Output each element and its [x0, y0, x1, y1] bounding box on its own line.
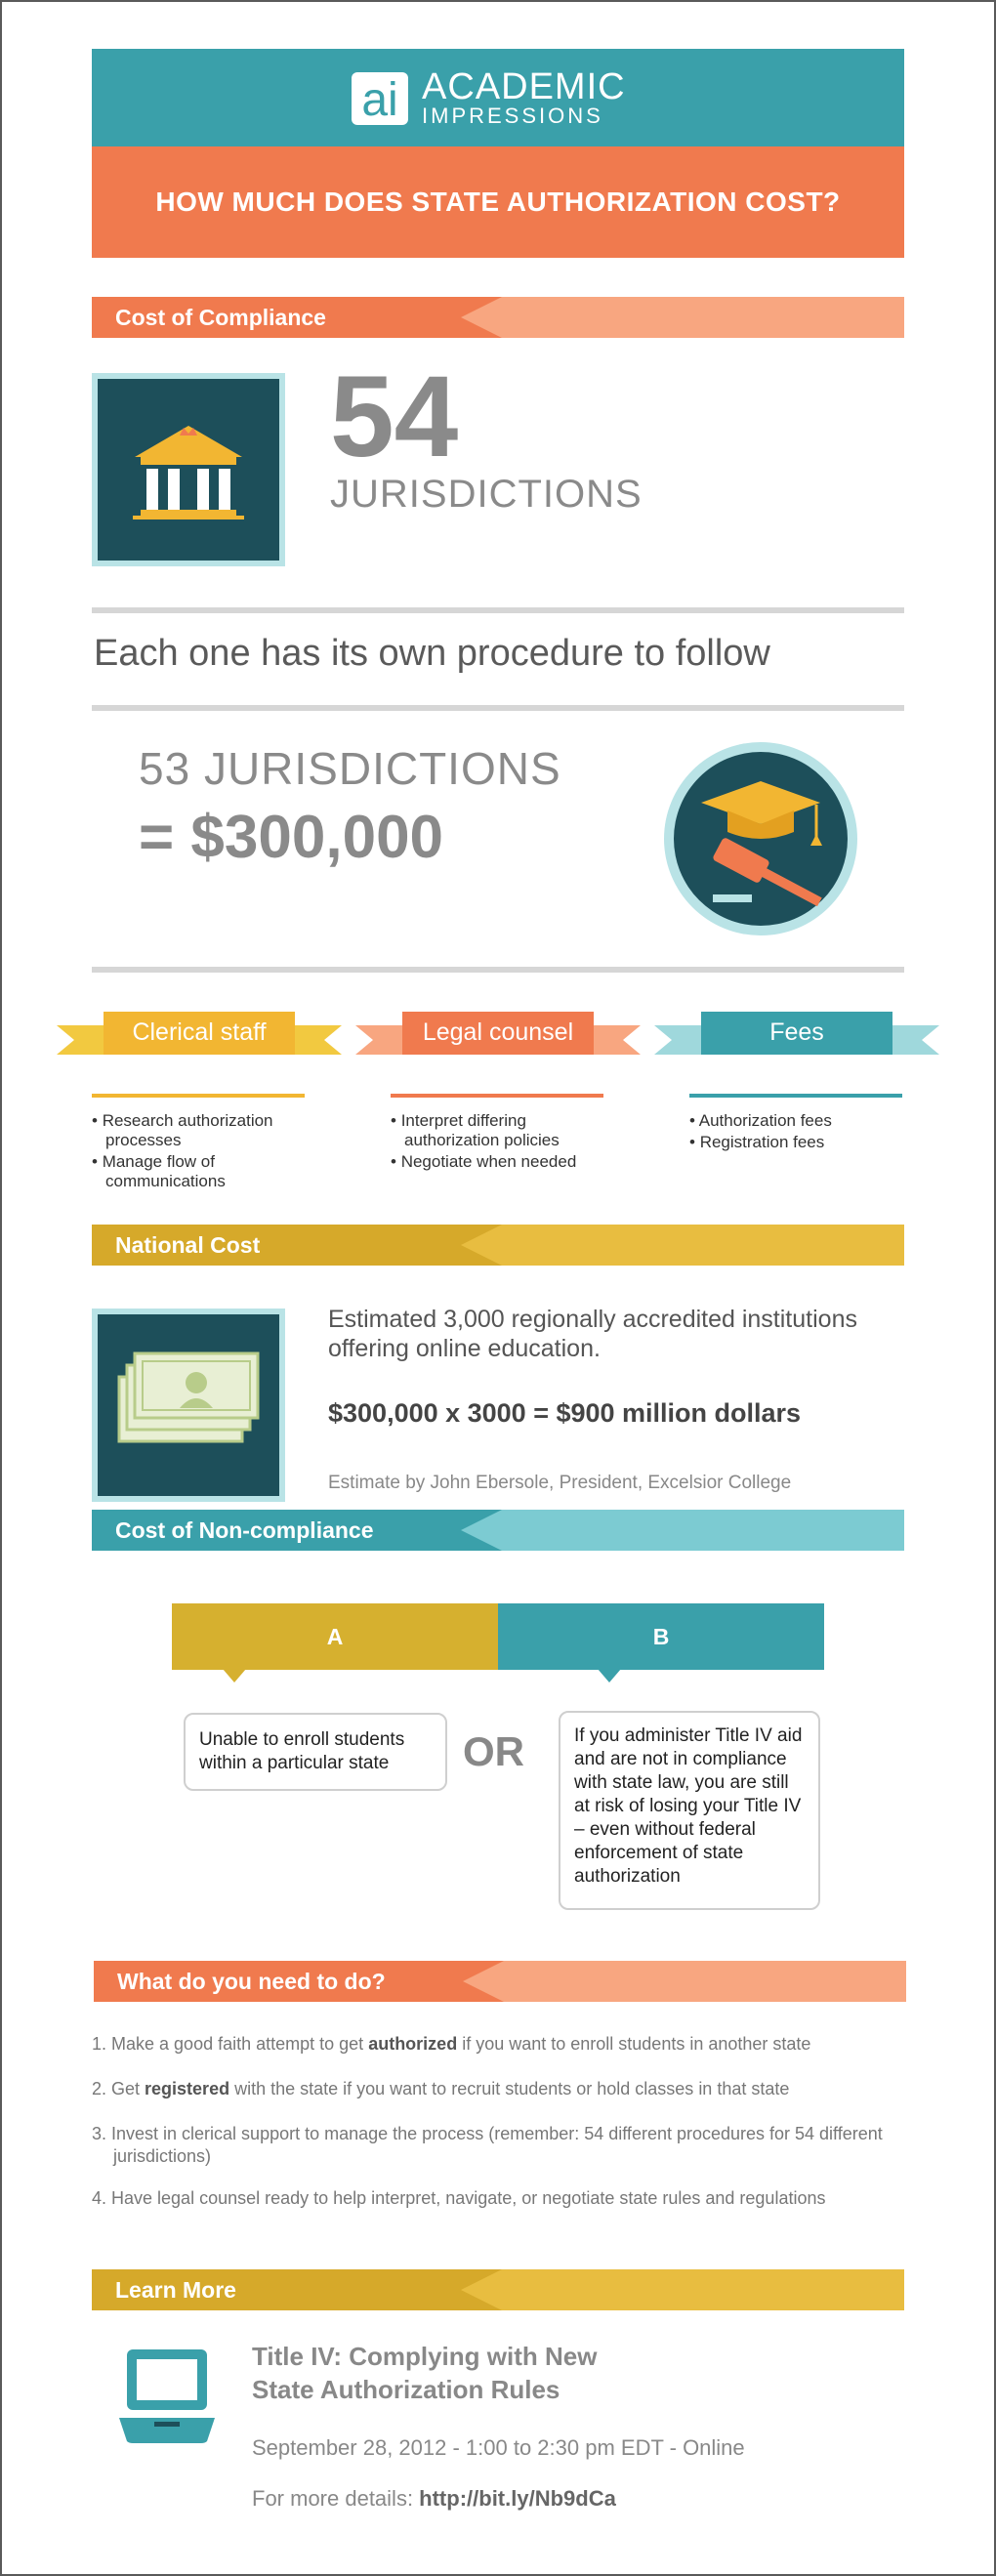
option-b-bubble [559, 1711, 820, 1910]
option-b-text: If you administer Title IV aid and are not in compliance with state law, you are still at risk of losing your Title IV – even without federal enforcement of state authorization [574, 1725, 803, 1887]
ribbon-legal-counsel [355, 1012, 641, 1068]
estimate-credit: Estimate by John Ebersole, President, Excelsior College [328, 1473, 792, 1493]
column-rule [92, 1094, 305, 1098]
header-banner [92, 49, 904, 146]
course-details [252, 2486, 616, 2512]
details-label: For more details: [252, 2486, 420, 2511]
section-label-todo: What do you need to do? [117, 1969, 386, 1994]
ribbon-clerical-staff [57, 1012, 342, 1068]
course-title [252, 2340, 597, 2406]
list-item: • Research authorization processes [92, 1111, 316, 1150]
section-bar-noncompliance [92, 1510, 904, 1551]
money-icon [92, 1309, 285, 1502]
section-bar-compliance [92, 297, 904, 338]
gavel-cap-icon [664, 742, 857, 935]
jurisdiction-unit: JURISDICTIONS [330, 473, 643, 516]
page-title: HOW MUCH DOES STATE AUTHORIZATION COST? [92, 146, 904, 258]
ribbon-fees [654, 1012, 939, 1068]
details-link[interactable]: http://bit.ly/Nb9dCa [419, 2486, 616, 2511]
clerical-staff-list [92, 1111, 316, 1193]
procedure-text: Each one has its own procedure to follow [94, 633, 770, 674]
list-item: • Interpret differing authorization policies [391, 1111, 615, 1150]
logo-line-2: IMPRESSIONS [422, 104, 603, 128]
ribbon-label: Legal counsel [422, 1018, 574, 1046]
building-icon [92, 373, 285, 566]
logo-mark [352, 72, 408, 125]
ribbon-label: Clerical staff [132, 1018, 267, 1046]
course-title-line-1: Title IV: Complying with New [252, 2342, 598, 2371]
legal-counsel-list [391, 1111, 615, 1174]
option-b-header: B [498, 1603, 824, 1670]
logo-line-1: ACADEMIC [422, 66, 626, 107]
section-bar-national [92, 1225, 904, 1266]
laptop-icon [115, 2346, 219, 2447]
section-label-national: National Cost [115, 1232, 261, 1258]
section-label-noncompliance: Cost of Non-compliance [115, 1517, 374, 1543]
option-a-bubble [184, 1713, 447, 1791]
section-label-compliance: Cost of Compliance [115, 305, 326, 330]
section-bar-todo [94, 1961, 906, 2002]
step-2: 2. Get registered with the state if you want to recruit students or hold classes in that state [92, 2079, 790, 2098]
list-item: • Manage flow of communications [92, 1152, 316, 1191]
national-formula: $300,000 x 3000 = $900 million dollars [328, 1398, 802, 1428]
jurisdiction-count: 54 [330, 353, 459, 481]
national-description: Estimated 3,000 regionally accredited institutions offering online education. [328, 1306, 857, 1362]
option-a-text: Unable to enroll students within a particular state [199, 1729, 405, 1773]
fees-list [689, 1111, 914, 1154]
divider [92, 705, 904, 711]
course-title-line-2: State Authorization Rules [252, 2375, 560, 2404]
sub-cost: = $300,000 [139, 804, 444, 871]
pointer-b [598, 1669, 621, 1683]
column-rule [689, 1094, 902, 1098]
step-1: 1. Make a good faith attempt to get authorized if you want to enroll students in another state [92, 2034, 811, 2054]
option-a-header: A [172, 1603, 498, 1670]
column-rule [391, 1094, 603, 1098]
divider [92, 967, 904, 973]
step-3: 3. Invest in clerical support to manage the process (remember: 54 different procedures for 54 different jurisdictions) [92, 2124, 883, 2166]
list-item: • Negotiate when needed [391, 1152, 615, 1172]
or-text: OR [463, 1728, 524, 1774]
section-label-learn: Learn More [115, 2277, 236, 2303]
ribbon-label: Fees [769, 1018, 824, 1046]
pointer-a [223, 1669, 246, 1683]
section-bar-learn [92, 2269, 904, 2310]
logo-mark-text: ai [361, 74, 398, 125]
list-item: • Registration fees [689, 1133, 914, 1152]
list-item: • Authorization fees [689, 1111, 914, 1131]
divider [92, 607, 904, 613]
course-date: September 28, 2012 - 1:00 to 2:30 pm EDT - Online [252, 2435, 745, 2460]
sub-jurisdiction-count: 53 JURISDICTIONS [139, 743, 561, 794]
step-4: 4. Have legal counsel ready to help interpret, navigate, or negotiate state rules and regulations [92, 2188, 826, 2208]
